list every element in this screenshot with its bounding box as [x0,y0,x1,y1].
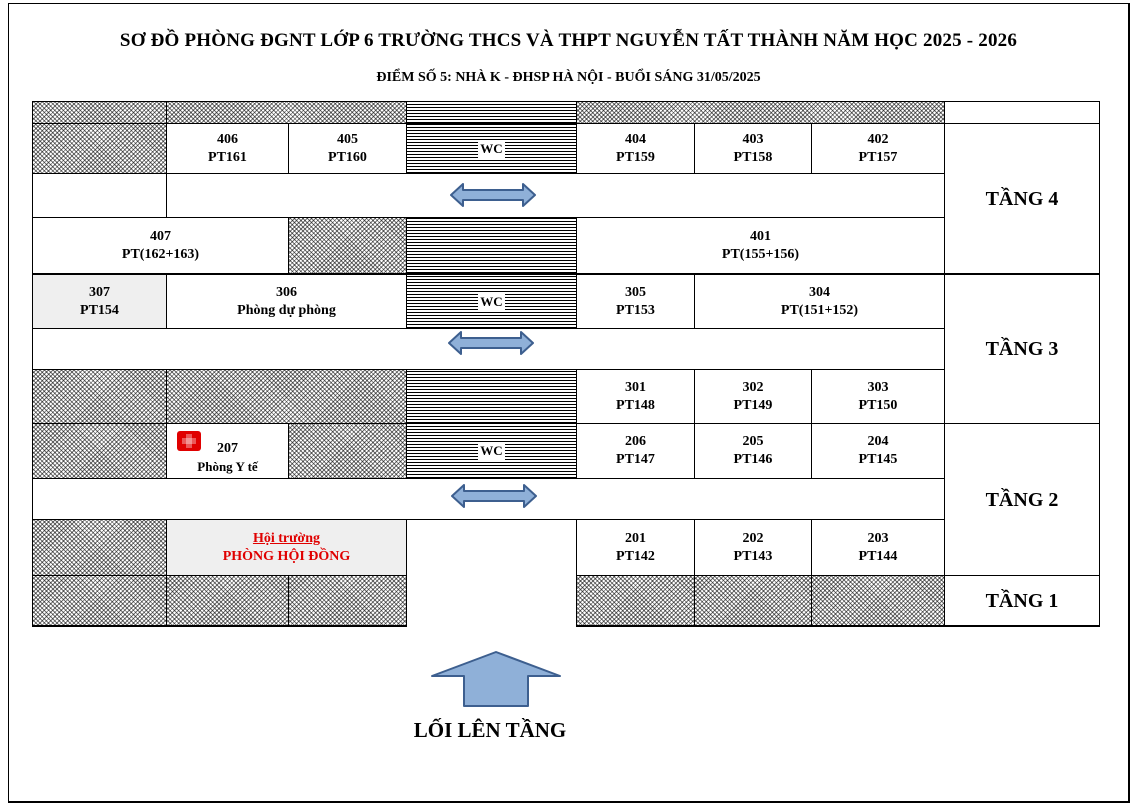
wc-floor-3 [406,274,577,329]
room-label: PT154 [80,302,119,318]
stair-block [32,369,167,424]
room-number: 202 [742,530,764,546]
room-label: PT147 [616,452,655,467]
room-304 [694,274,945,329]
wc-floor-2 [406,423,577,479]
room-number: 305 [625,284,646,300]
stair-block [288,423,407,479]
room-number: 303 [867,379,889,395]
room-203 [811,519,945,576]
room-number: 201 [625,530,646,546]
stair-block [32,123,167,174]
double-arrow-icon [451,484,537,508]
room-number: 304 [809,284,830,300]
service-block [406,369,577,424]
hall-label: PHÒNG HỘI ĐỒNG [222,548,351,564]
room-207 [166,423,289,479]
room-number: 402 [867,131,889,147]
room-206 [576,423,695,479]
wc-label: WC [480,140,503,156]
corridor-floor-4 [166,173,945,218]
room-label: PT142 [616,548,655,564]
wc-label: WC [480,443,503,458]
room-number: 203 [867,530,889,546]
room-label: PT153 [616,302,655,318]
double-arrow-icon [448,331,534,355]
stair-block [32,423,167,479]
hall-title: Hội trường [252,530,321,546]
page-title: SƠ ĐỒ PHÒNG ĐGNT LỚP 6 TRƯỜNG THCS VÀ THPT NGUYỄN TẤT THÀNH NĂM HỌC 2025 - 2026 [119,30,1018,51]
room-number: 403 [742,131,764,147]
entrance-label: LỐI LÊN TẦNG [413,718,567,742]
room-number: 206 [625,434,646,449]
room-301 [576,369,695,424]
room-number: 407 [150,228,171,244]
floor-label-2 [944,423,1100,576]
room-number: 207 [217,441,238,456]
ground-block [811,575,945,627]
room-label: PT149 [733,397,773,413]
room-number: 404 [625,131,646,147]
room-405 [288,123,407,174]
up-arrow-icon [430,650,562,708]
room-401 [576,217,945,274]
room-403 [694,123,812,174]
room-label: PT144 [858,548,898,564]
floor-label-3 [944,274,1100,424]
room-404 [576,123,695,174]
medical-cross-icon [177,431,201,451]
ground-block [32,575,167,627]
room-303 [811,369,945,424]
ground-block [288,575,407,627]
room-label: PT(151+152) [780,302,859,318]
floor-label-text: TẦNG 3 [985,338,1059,360]
room-201 [576,519,695,576]
room-label: PT148 [616,397,655,413]
stair-block [288,217,407,274]
wc-floor-4 [406,123,577,174]
stair-block [166,369,407,424]
room-label: PT146 [733,452,773,467]
ground-block [576,575,695,627]
room-305 [576,274,695,329]
top-strip-block [32,101,167,124]
room-label: PT158 [733,149,773,165]
room-202 [694,519,812,576]
top-strip-block [944,101,1100,124]
room-label: Phòng Y tế [197,459,258,474]
floor-label-text: TẦNG 4 [985,187,1059,210]
room-number: 406 [217,131,238,147]
floor-label-4 [944,123,1100,274]
stair-block [32,519,167,576]
room-label: Phòng dự phòng [237,302,336,318]
room-label: PT145 [858,452,898,467]
double-arrow-icon [450,183,536,207]
room-number: 302 [742,379,764,395]
room-hall [166,519,407,576]
floor-label-text: TẦNG 1 [985,589,1059,612]
room-number: 301 [625,379,646,395]
corridor-end [32,173,167,218]
room-number: 405 [337,131,358,147]
page-subtitle: ĐIỂM SỐ 5: NHÀ K - ĐHSP HÀ NỘI - BUỔI SÁNG 31/05/2025 [376,70,761,85]
wc-label: WC [480,293,503,309]
room-label: PT(155+156) [721,246,800,262]
room-label: PT(162+163) [121,246,200,262]
room-number: 307 [89,284,110,300]
room-label: PT143 [733,548,773,564]
room-302 [694,369,812,424]
room-number: 401 [750,228,771,244]
floor-label-text: TẦNG 2 [985,488,1059,511]
room-label: PT160 [328,149,367,165]
room-406 [166,123,289,174]
top-strip-block [406,101,577,124]
room-205 [694,423,812,479]
room-307 [32,274,167,329]
room-306 [166,274,407,329]
top-strip-block [166,101,407,124]
room-number: 204 [867,434,889,449]
room-407 [32,217,289,274]
floor-label-1 [944,575,1100,627]
ground-block [694,575,812,627]
room-label: PT159 [616,149,655,165]
room-204 [811,423,945,479]
stair-opening [406,519,577,576]
service-block [406,217,577,274]
room-label: PT150 [858,397,898,413]
room-number: 205 [742,434,764,449]
ground-block [166,575,289,627]
room-402 [811,123,945,174]
room-label: PT157 [858,149,898,165]
room-number: 306 [276,284,297,300]
top-strip-block [576,101,945,124]
room-label: PT161 [208,149,247,165]
